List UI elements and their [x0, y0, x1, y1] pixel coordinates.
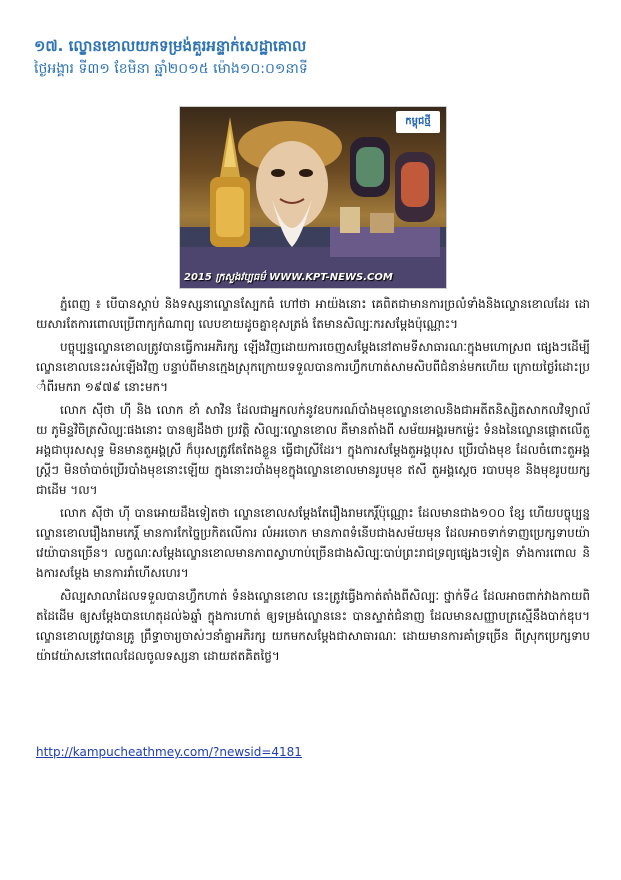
- article-body: [36, 294, 590, 669]
- article-title: ១៧. ល្ខោនខោលយកទម្រង់គួរអន្ទាក់សេដ្ឋាគោល: [34, 37, 307, 55]
- article-photo: [179, 106, 447, 289]
- article-paragraph: បច្ចុប្បន្នល្ខោនខោលត្រូវបានធ្វើការអភិរក្ស ឡើងវិញដោយការចេញសម្តែងនៅតាមទីសាធារណៈក្នុងមហោស្រព ផ្សេងៗដើម្បីល្ខោនខោលនេះរស់ឡើងវិញ បន្ទាប់ពីមានក្មេងស្រុកក្រោយទទួលបានការហ្វឹកហាត់សាមសិបពីជំនាន់មកហើយ ក្រោយថ្ងៃរំដោះប្រាំពីរមករា ១៩៧៩ នោះមក។: [36, 340, 590, 394]
- photo-watermark-caption: 2015 ក្រសួងវប្បធម៌ WWW.KPT-NEWS.COM: [184, 272, 393, 283]
- source-link[interactable]: http://kampucheathmey.com/?newsid=4181: [36, 745, 302, 759]
- khol-masks-illustration: [180, 107, 446, 288]
- news-logo: កម្ពុជថ្មី: [396, 111, 440, 133]
- article-paragraph: សិល្បសាលាដែលទទួលបានហ្វឹកហាត់ ទំនងល្ខោនខោល នេះត្រូវធ្វើងកាត់តាំងពីសិល្បៈ ថ្នាក់ទី៤ ដែលអាចពាក់វាងកាយពិតដៃដើម ឲ្យសម្តែងបានហេតុដល់៦ឆ្នាំ ក្នុងការហាត់ ឲ្យទម្រង់ល្ខោននេះ បានស្ទាត់ជំនាញ ដែលមានសញ្ញាបត្រស្មើនឹងបាក់ឌុប។ ល្ខោនខោលត្រូវបានគ្រូ ព្រឹទ្ធាចារ្យចាស់ៗនាំគ្នាអភិរក្ស យកមកសម្តែងជាសាធារណៈ ដោយមានការគាំទ្រច្រើន ពីស្រុកប្រេក្សទាបយ៉ាវេយ៉ាសនៅពេលដែលចូលទស្សនា ដោយឥតគិតថ្លៃ។: [36, 589, 590, 663]
- article-dateline: ថ្ងៃអង្គារ ទី៣១ ខែមិនា ឆ្នាំ២០១៥ ម៉ោង១០:០១នាទី: [34, 61, 308, 77]
- article-paragraph: លោក ស៊ីថា ហ៊ី និង លោក ខាំ សាវិន ដែលជាអ្នកលក់នូវឧបករណ៍បាំងមុខល្ខោនខោលនិងជាអតីតនិស្សិតសាកលវិទ្យាល័យ ភូមិន្ទវិចិត្រសិល្បៈផងនោះ បានឲ្យដឹងថា ប្រវត្តិ សិល្បៈល្ខោនខោល គឺមានតាំងពី សម័យអង្គរមកម្ល៉េះ ទំនងនៃល្ខោនផ្តោតលើតួអង្គជាបុរសសុទ្ធ មិនមានតួអង្គស្រី ក៏បុរសត្រូវតែតែងខ្លួន ធ្វើជាស្រីដែរ។ ក្នុងការសម្តែងតួអង្គបុរស ប្រើរបាំងមុខ ដែលចំពោះតួអង្គស្ត្រីៗ មិនចាំបាច់ប្រើរបាំងមុខនោះឡើយ ក្នុងនោះរបាំងមុខក្នុងល្ខោនខោលមានរូបមុខ ឥសី តួអង្គស្តេច របាបមុខ និងមុខរូបយក្សជាដើម ។ល។: [36, 403, 590, 497]
- article-paragraph: ភ្នំពេញ ៖ បើបានស្តាប់ និងទស្សនាល្ខោនស្បែកធំ ហៅថា អាយ៉ងនោះ គេពិតជាមានការច្រលំទាំងនិងល្ខោនខោលដែរ ដោយសារតែការពោលប្រើពាក្យកំណាព្យ លេបខាយដូចគ្នាខុសត្រង់ តែមានសិល្បៈករសម្តែងប៉ុណ្ណោះ។: [36, 297, 590, 331]
- article-paragraph: លោក ស៊ីថា ហ៊ី បានអោយដឹងទៀតថា ល្ខោនខោលសម្តែងតែរឿងរាមកេរ្តិ៍ប៉ុណ្ណោះ ដែលមានជាង១០០ ខ្សែ ហើយបច្ចុប្បន្នល្ខោនខោលរឿងរាមកេរ្តិ៍ មានការកែច្នៃប្រកិតលើការ លំអរចោក មានភាពទំនើបជាងសម័យមុន ដែលអាចទាក់ទាញប្រេក្សទាបយ៉ាវេយ៉ាបានច្រើន។ លក្ខណៈសម្តែងល្ខោនខោលមានភាពស្វាហាប់ច្រើនជាងសិល្បៈបាប់ព្រះរាជទ្រព្យផ្សេងៗទៀត ទាំងការពោល និងការសម្តែង មានការរាំហើសហេរ។: [36, 506, 590, 580]
